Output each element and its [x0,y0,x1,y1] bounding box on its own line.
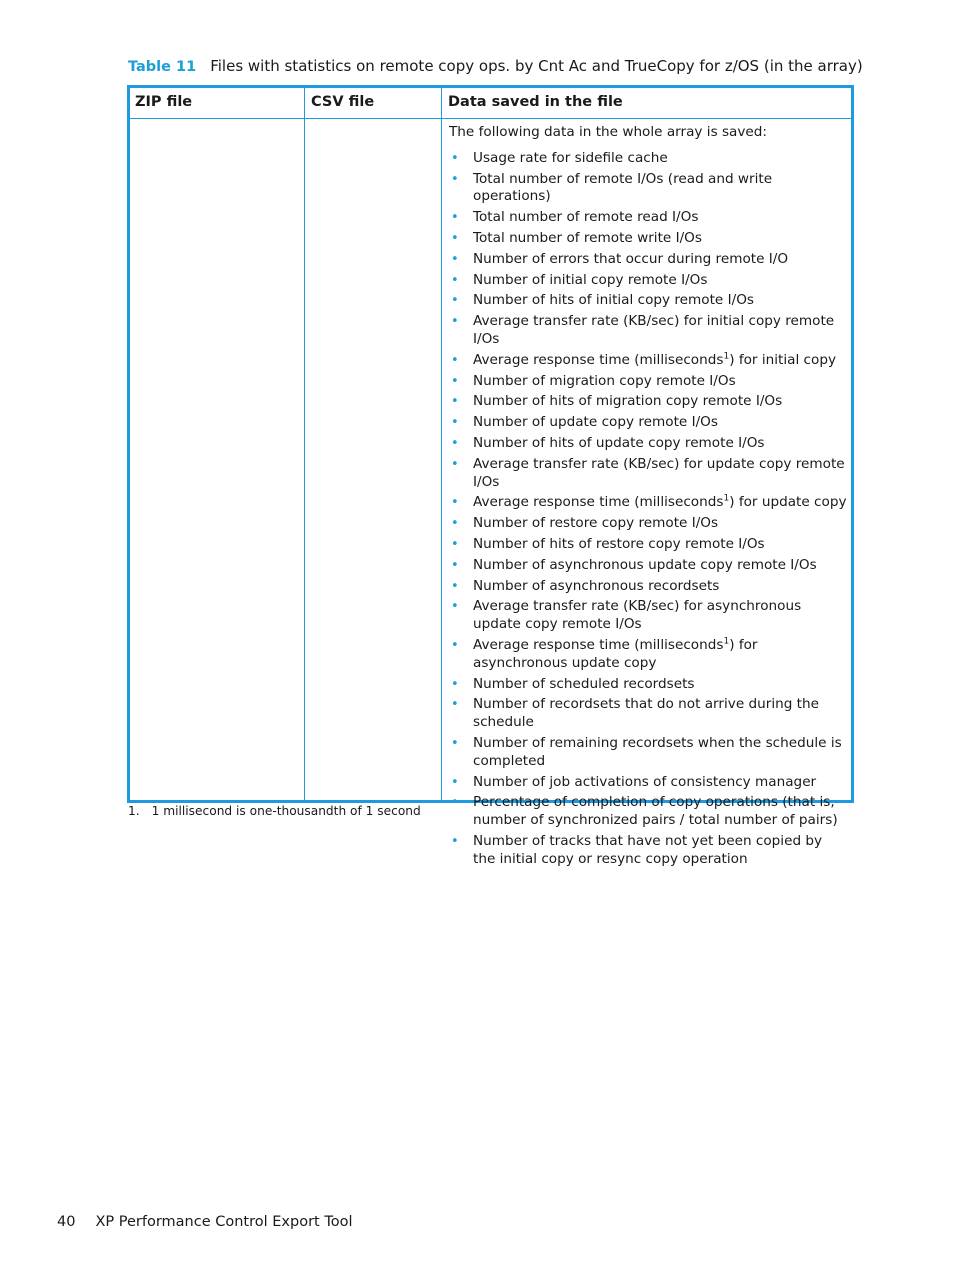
list-item [449,774,847,792]
list-item [449,272,847,290]
list-item [449,735,847,771]
page-footer [57,1212,353,1232]
bullet-icon: • [451,415,459,431]
bullet-icon: • [451,293,459,309]
list-item-text: Number of migration copy remote I/Os [473,372,736,389]
bullet-icon: • [451,314,459,330]
bullet-icon: • [451,795,459,811]
list-item-text-after: ) for update copy [729,494,847,511]
list-item [449,676,847,694]
list-item-text: Average response time (milliseconds [473,636,724,653]
list-item [449,435,847,453]
list-item-text: Average response time (milliseconds [473,351,724,368]
list-item-text: Total number of remote write I/Os [473,229,702,246]
bullet-icon: • [451,373,459,389]
list-item-text: Usage rate for sidefile cache [473,149,668,166]
list-item [449,150,847,168]
list-item-text: Number of hits of update copy remote I/Os [473,434,765,451]
list-item [449,313,847,349]
footnote-ref: 1 [723,636,730,647]
list-item-text: Percentage of completion of copy operations (that is, number of synchronized pairs / total number of pairs) [473,794,838,829]
list-item-text: Average transfer rate (KB/sec) for update copy remote I/Os [473,455,845,490]
list-item [449,456,847,492]
list-item-text: Average response time (milliseconds [473,494,724,511]
list-item [449,352,847,370]
list-item [449,515,847,533]
column-divider [304,88,305,800]
list-item-text: Number of errors that occur during remote I/O [473,250,789,267]
page-number: 40 [57,1214,76,1230]
list-item-text: Number of scheduled recordsets [473,675,695,692]
bullet-icon: • [451,676,459,692]
table-number: Table 11 [128,59,197,75]
list-item [449,251,847,269]
bullet-icon: • [451,272,459,288]
footnote-text: 1 millisecond is one-thousandth of 1 second [151,804,421,818]
list-item [449,794,847,830]
list-item [449,373,847,391]
list-item-text: Number of asynchronous recordsets [473,577,720,594]
bullet-icon: • [451,833,459,849]
bullet-icon: • [451,352,459,368]
list-item-text: Average transfer rate (KB/sec) for initial copy remote I/Os [473,313,835,347]
header-csv-file: CSV file [311,94,375,110]
footnote-number: 1. [128,804,140,818]
bullet-icon: • [451,456,459,472]
list-item-text: Number of update copy remote I/Os [473,414,718,431]
list-item-text: Number of restore copy remote I/Os [473,515,719,532]
list-item [449,557,847,575]
footnote [128,803,421,819]
list-item [449,696,847,732]
table-caption [128,56,908,77]
list-item [449,230,847,248]
header-zip-file: ZIP file [135,94,193,110]
bullet-icon: • [451,516,459,532]
list-item-text: Total number of remote read I/Os [473,209,699,226]
bullet-icon: • [451,774,459,790]
list-item-text: Number of job activations of consistency manager [473,773,817,790]
document-title: XP Performance Control Export Tool [95,1214,353,1230]
bullet-icon: • [451,599,459,615]
list-item-text: Number of asynchronous update copy remote I/Os [473,556,817,573]
footnote-ref: 1 [723,351,730,362]
list-item [449,598,847,634]
list-item [449,393,847,411]
list-item [449,209,847,227]
bullet-icon: • [451,578,459,594]
table-title: Files with statistics on remote copy ops. by Cnt Ac and TrueCopy for z/OS (in the array) [210,57,863,75]
bullet-icon: • [451,150,459,166]
footnote-ref: 1 [723,493,730,504]
bullet-icon: • [451,637,459,653]
list-item-text: Total number of remote I/Os (read and write operations) [473,170,773,205]
bullet-icon: • [451,536,459,552]
bullet-icon: • [451,495,459,511]
list-item-text: Number of tracks that have not yet been copied by the initial copy or resync copy operation [473,832,823,867]
bullet-icon: • [451,210,459,226]
list-item [449,536,847,554]
bullet-icon: • [451,735,459,751]
header-data-saved: Data saved in the file [448,94,623,110]
bullet-icon: • [451,251,459,267]
list-item-text: Number of hits of initial copy remote I/Os [473,292,754,309]
list-item [449,494,847,512]
list-item [449,292,847,310]
list-item-text-after: ) for asynchronous update copy [473,636,758,671]
saved-data-list [449,150,847,869]
list-item [449,637,847,673]
bullet-icon: • [451,557,459,573]
data-saved-cell [449,124,847,871]
list-item-text: Number of hits of restore copy remote I/Os [473,535,765,552]
list-item [449,171,847,207]
list-item-text-after: ) for initial copy [729,351,837,368]
bullet-icon: • [451,697,459,713]
list-item [449,833,847,869]
list-item [449,414,847,432]
list-item-text: Average transfer rate (KB/sec) for asynchronous update copy remote I/Os [473,598,802,633]
bullet-icon: • [451,230,459,246]
cell-intro: The following data in the whole array is saved: [449,124,768,140]
list-item-text: Number of remaining recordsets when the schedule is completed [473,734,842,769]
bullet-icon: • [451,171,459,187]
list-item-text: Number of initial copy remote I/Os [473,271,708,288]
table-header-row [130,88,851,119]
bullet-icon: • [451,394,459,410]
column-divider [441,88,442,800]
list-item [449,578,847,596]
list-item-text: Number of hits of migration copy remote I/Os [473,393,783,410]
bullet-icon: • [451,435,459,451]
list-item-text: Number of recordsets that do not arrive during the schedule [473,696,819,731]
